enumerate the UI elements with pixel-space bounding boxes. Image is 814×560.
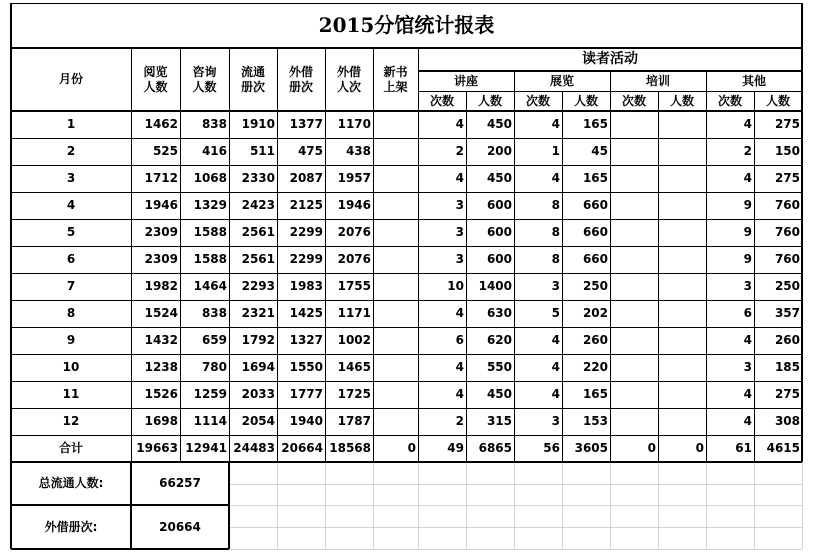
cell-exhibition-people: 660 [582,225,608,239]
total-other-times: 61 [735,441,752,455]
cell-loan-volumes: 2299 [289,225,323,239]
grid-line [229,549,802,550]
total-other-people: 4615 [766,441,800,455]
cell-lecture-times: 4 [455,306,464,320]
header-loan-volumes [277,48,325,111]
cell-training-times [610,408,658,435]
cell-lecture-people: 450 [486,387,512,401]
cell-exhibition-times: 5 [551,306,560,320]
cell-new-books [373,138,418,165]
cell-other-times: 2 [743,144,752,158]
header-loan-volumes-line: 册次 [288,79,313,94]
header-reader-activities: 读者活动 [582,51,638,67]
total-circulation-volumes: 24483 [233,441,275,455]
cell-lecture-times: 10 [447,279,464,293]
total-consult-people: 12941 [185,441,227,455]
cell-month: 11 [62,387,80,401]
cell-new-books [373,300,418,327]
cell-training-times [610,246,658,273]
grid-line [229,527,802,528]
cell-exhibition-people: 220 [582,360,608,374]
cell-training-people [658,300,706,327]
cell-exhibition-people: 660 [582,252,608,266]
cell-loan-visits: 1957 [337,171,371,185]
cell-other-times: 4 [743,387,752,401]
cell-new-books [373,192,418,219]
cell-training-people [658,219,706,246]
cell-new-books [373,246,418,273]
cell-lecture-times: 6 [455,333,464,347]
cell-month: 2 [66,144,76,158]
cell-training-people [658,273,706,300]
summary-total-circulation-label: 总流通人数: [38,476,104,490]
cell-other-times: 3 [743,360,752,374]
cell-other-people: 275 [774,171,800,185]
cell-consult-people: 1068 [193,171,227,185]
total-training-people: 0 [695,441,704,455]
cell-exhibition-times: 8 [551,225,560,239]
cell-browse-people: 1238 [144,360,178,374]
cell-lecture-people: 1400 [478,279,512,293]
cell-other-times: 9 [743,252,752,266]
cell-month: 7 [66,279,76,293]
header-new-books-line: 新书 [383,64,408,79]
cell-other-times: 4 [743,171,752,185]
total-new-books: 0 [407,441,416,455]
cell-training-people [658,327,706,354]
cell-exhibition-times: 3 [551,279,560,293]
cell-other-times: 4 [743,117,752,131]
cell-lecture-times: 2 [455,414,464,428]
cell-month: 6 [66,252,76,266]
cell-other-people: 308 [774,414,800,428]
cell-circulation-volumes: 2054 [241,414,275,428]
cell-lecture-people: 600 [486,225,512,239]
cell-circulation-volumes: 1694 [241,360,275,374]
cell-loan-visits: 1170 [337,117,371,131]
total-exhibition-times: 56 [543,441,560,455]
cell-circulation-volumes: 2561 [241,225,275,239]
total-lecture-people: 6865 [478,441,512,455]
cell-training-times [610,165,658,192]
summary-total-circulation-value: 66257 [159,476,201,490]
cell-loan-visits: 1465 [337,360,371,374]
cell-circulation-volumes: 1910 [241,117,275,131]
cell-new-books [373,219,418,246]
cell-exhibition-times: 4 [551,360,560,374]
cell-consult-people: 1464 [193,279,227,293]
header-loan-volumes-line: 外借 [288,64,313,79]
cell-lecture-times: 3 [455,252,464,266]
cell-exhibition-people: 45 [591,144,608,158]
cell-month: 3 [66,171,76,185]
cell-training-people [658,111,706,138]
total-exhibition-people: 3605 [574,441,608,455]
header-browse-people-line: 阅览 [143,64,168,79]
cell-exhibition-times: 1 [551,144,560,158]
cell-training-times [610,273,658,300]
cell-exhibition-people: 250 [582,279,608,293]
total-loan-visits: 18568 [329,441,371,455]
cell-lecture-people: 600 [486,198,512,212]
cell-new-books [373,273,418,300]
cell-other-people: 150 [774,144,800,158]
cell-loan-volumes: 2299 [289,252,323,266]
cell-exhibition-times: 3 [551,414,560,428]
cell-loan-visits: 438 [345,144,371,158]
cell-training-times [610,300,658,327]
cell-exhibition-times: 4 [551,387,560,401]
cell-browse-people: 525 [152,144,178,158]
cell-loan-volumes: 1425 [289,306,323,320]
cell-browse-people: 1946 [144,198,178,212]
cell-month: 9 [66,333,76,347]
cell-month: 5 [66,225,76,239]
cell-other-people: 760 [774,252,800,266]
header-training-times: 次数 [621,93,646,108]
cell-loan-visits: 1787 [337,414,371,428]
summary-loan-volumes-value: 20664 [159,519,201,534]
cell-loan-volumes: 1377 [289,117,323,131]
cell-month: 12 [62,414,80,428]
cell-exhibition-people: 202 [582,306,608,320]
header-browse-people [131,48,180,111]
cell-training-people [658,354,706,381]
cell-new-books [373,354,418,381]
cell-other-people: 250 [774,279,800,293]
cell-month: 1 [66,117,76,131]
cell-exhibition-people: 260 [582,333,608,347]
cell-lecture-people: 450 [486,171,512,185]
cell-consult-people: 1588 [193,225,227,239]
cell-circulation-volumes: 511 [249,144,275,158]
cell-loan-visits: 2076 [337,252,371,266]
cell-exhibition-times: 4 [551,333,560,347]
cell-training-people [658,165,706,192]
header-circulation-volumes [229,48,277,111]
summary-loan-volumes-label: 外借册次: [44,519,98,534]
header-new-books [373,48,418,111]
cell-other-people: 760 [774,225,800,239]
grid-line [229,484,802,485]
cell-browse-people: 1982 [144,279,178,293]
grid-line [802,462,803,549]
cell-exhibition-times: 8 [551,198,560,212]
cell-other-people: 357 [774,306,800,320]
cell-training-times [610,354,658,381]
header-month: 月份 [58,72,83,86]
header-consult-people-line: 咨询 [192,64,217,79]
cell-other-people: 260 [774,333,800,347]
cell-loan-visits: 1002 [337,333,371,347]
cell-loan-volumes: 475 [297,144,323,158]
header-consult-people-line: 人数 [192,79,217,94]
cell-training-people [658,408,706,435]
cell-circulation-volumes: 2033 [241,387,275,401]
cell-other-times: 9 [743,225,752,239]
cell-lecture-people: 315 [486,414,512,428]
header-loan-visits-line: 人次 [336,79,361,94]
cell-other-times: 9 [743,198,752,212]
grid-line [229,505,802,506]
cell-exhibition-times: 4 [551,171,560,185]
cell-other-times: 6 [743,306,752,320]
cell-loan-volumes: 1550 [289,360,323,374]
cell-lecture-people: 630 [486,306,512,320]
cell-loan-visits: 1946 [337,198,371,212]
cell-training-people [658,138,706,165]
header-lecture-people: 人数 [477,93,502,108]
cell-exhibition-people: 165 [582,387,608,401]
cell-other-people: 275 [774,387,800,401]
cell-new-books [373,327,418,354]
cell-browse-people: 1526 [144,387,178,401]
cell-circulation-volumes: 2321 [241,306,275,320]
cell-exhibition-people: 153 [582,414,608,428]
cell-circulation-volumes: 2423 [241,198,275,212]
cell-loan-volumes: 1940 [289,414,323,428]
total-training-times: 0 [647,441,656,455]
header-training: 培训 [645,73,670,88]
cell-loan-visits: 1725 [337,387,371,401]
cell-new-books [373,111,418,138]
total-browse-people: 19663 [136,441,178,455]
cell-month: 4 [66,198,76,212]
cell-lecture-times: 4 [455,117,464,131]
header-other-times: 次数 [717,93,742,108]
cell-month: 10 [62,360,80,374]
cell-loan-volumes: 1777 [289,387,323,401]
cell-training-times [610,327,658,354]
cell-other-people: 760 [774,198,800,212]
header-training-people: 人数 [669,93,694,108]
cell-other-times: 3 [743,279,752,293]
cell-browse-people: 1712 [144,171,178,185]
cell-exhibition-people: 165 [582,117,608,131]
cell-lecture-people: 200 [486,144,512,158]
cell-exhibition-people: 660 [582,198,608,212]
cell-training-people [658,192,706,219]
cell-lecture-people: 620 [486,333,512,347]
cell-loan-volumes: 1327 [289,333,323,347]
total-month: 合计 [58,441,83,455]
cell-lecture-times: 4 [455,387,464,401]
cell-circulation-volumes: 2293 [241,279,275,293]
header-lecture: 讲座 [453,73,478,88]
cell-consult-people: 1588 [193,252,227,266]
cell-other-times: 4 [743,414,752,428]
cell-browse-people: 2309 [144,252,178,266]
cell-circulation-volumes: 2561 [241,252,275,266]
cell-loan-volumes: 1983 [289,279,323,293]
cell-circulation-volumes: 2330 [241,171,275,185]
cell-training-times [610,192,658,219]
cell-training-times [610,381,658,408]
cell-lecture-times: 2 [455,144,464,158]
cell-loan-visits: 2076 [337,225,371,239]
header-exhibition: 展览 [549,73,574,88]
cell-training-people [658,246,706,273]
cell-month: 8 [66,306,76,320]
header-loan-visits [325,48,373,111]
cell-training-times [610,111,658,138]
cell-training-times [610,219,658,246]
cell-browse-people: 1524 [144,306,178,320]
cell-consult-people: 838 [201,306,227,320]
cell-loan-volumes: 2125 [289,198,323,212]
cell-training-people [658,381,706,408]
cell-exhibition-times: 8 [551,252,560,266]
report-title: 2015分馆统计报表 [318,13,495,37]
cell-new-books [373,165,418,192]
cell-training-times [610,138,658,165]
cell-consult-people: 1259 [193,387,227,401]
cell-other-times: 4 [743,333,752,347]
header-loan-visits-line: 外借 [336,64,361,79]
header-consult-people [180,48,229,111]
cell-lecture-times: 4 [455,360,464,374]
cell-loan-visits: 1171 [337,306,371,320]
cell-circulation-volumes: 1792 [241,333,275,347]
header-new-books-line: 上架 [383,79,408,94]
cell-new-books [373,408,418,435]
total-lecture-times: 49 [447,441,464,455]
header-circulation-volumes-line: 流通 [240,64,265,79]
header-exhibition-people: 人数 [573,93,598,108]
cell-loan-volumes: 2087 [289,171,323,185]
cell-browse-people: 1462 [144,117,178,131]
cell-lecture-people: 550 [486,360,512,374]
cell-consult-people: 780 [201,360,227,374]
cell-exhibition-people: 165 [582,171,608,185]
cell-consult-people: 1329 [193,198,227,212]
cell-other-people: 275 [774,117,800,131]
header-browse-people-line: 人数 [143,79,168,94]
cell-consult-people: 1114 [193,414,227,428]
cell-lecture-times: 3 [455,198,464,212]
header-exhibition-times: 次数 [525,93,550,108]
cell-browse-people: 1432 [144,333,178,347]
header-other-people: 人数 [765,93,790,108]
cell-lecture-times: 4 [455,171,464,185]
cell-exhibition-times: 4 [551,117,560,131]
header-other: 其他 [741,73,766,88]
cell-lecture-people: 450 [486,117,512,131]
cell-lecture-times: 3 [455,225,464,239]
cell-browse-people: 1698 [144,414,178,428]
total-loan-volumes: 20664 [281,441,323,455]
cell-lecture-people: 600 [486,252,512,266]
header-circulation-volumes-line: 册次 [240,79,265,94]
cell-consult-people: 659 [201,333,227,347]
header-lecture-times: 次数 [429,93,454,108]
cell-consult-people: 416 [201,144,227,158]
cell-new-books [373,381,418,408]
cell-consult-people: 838 [201,117,227,131]
cell-loan-visits: 1755 [337,279,371,293]
cell-browse-people: 2309 [144,225,178,239]
cell-other-people: 185 [774,360,800,374]
